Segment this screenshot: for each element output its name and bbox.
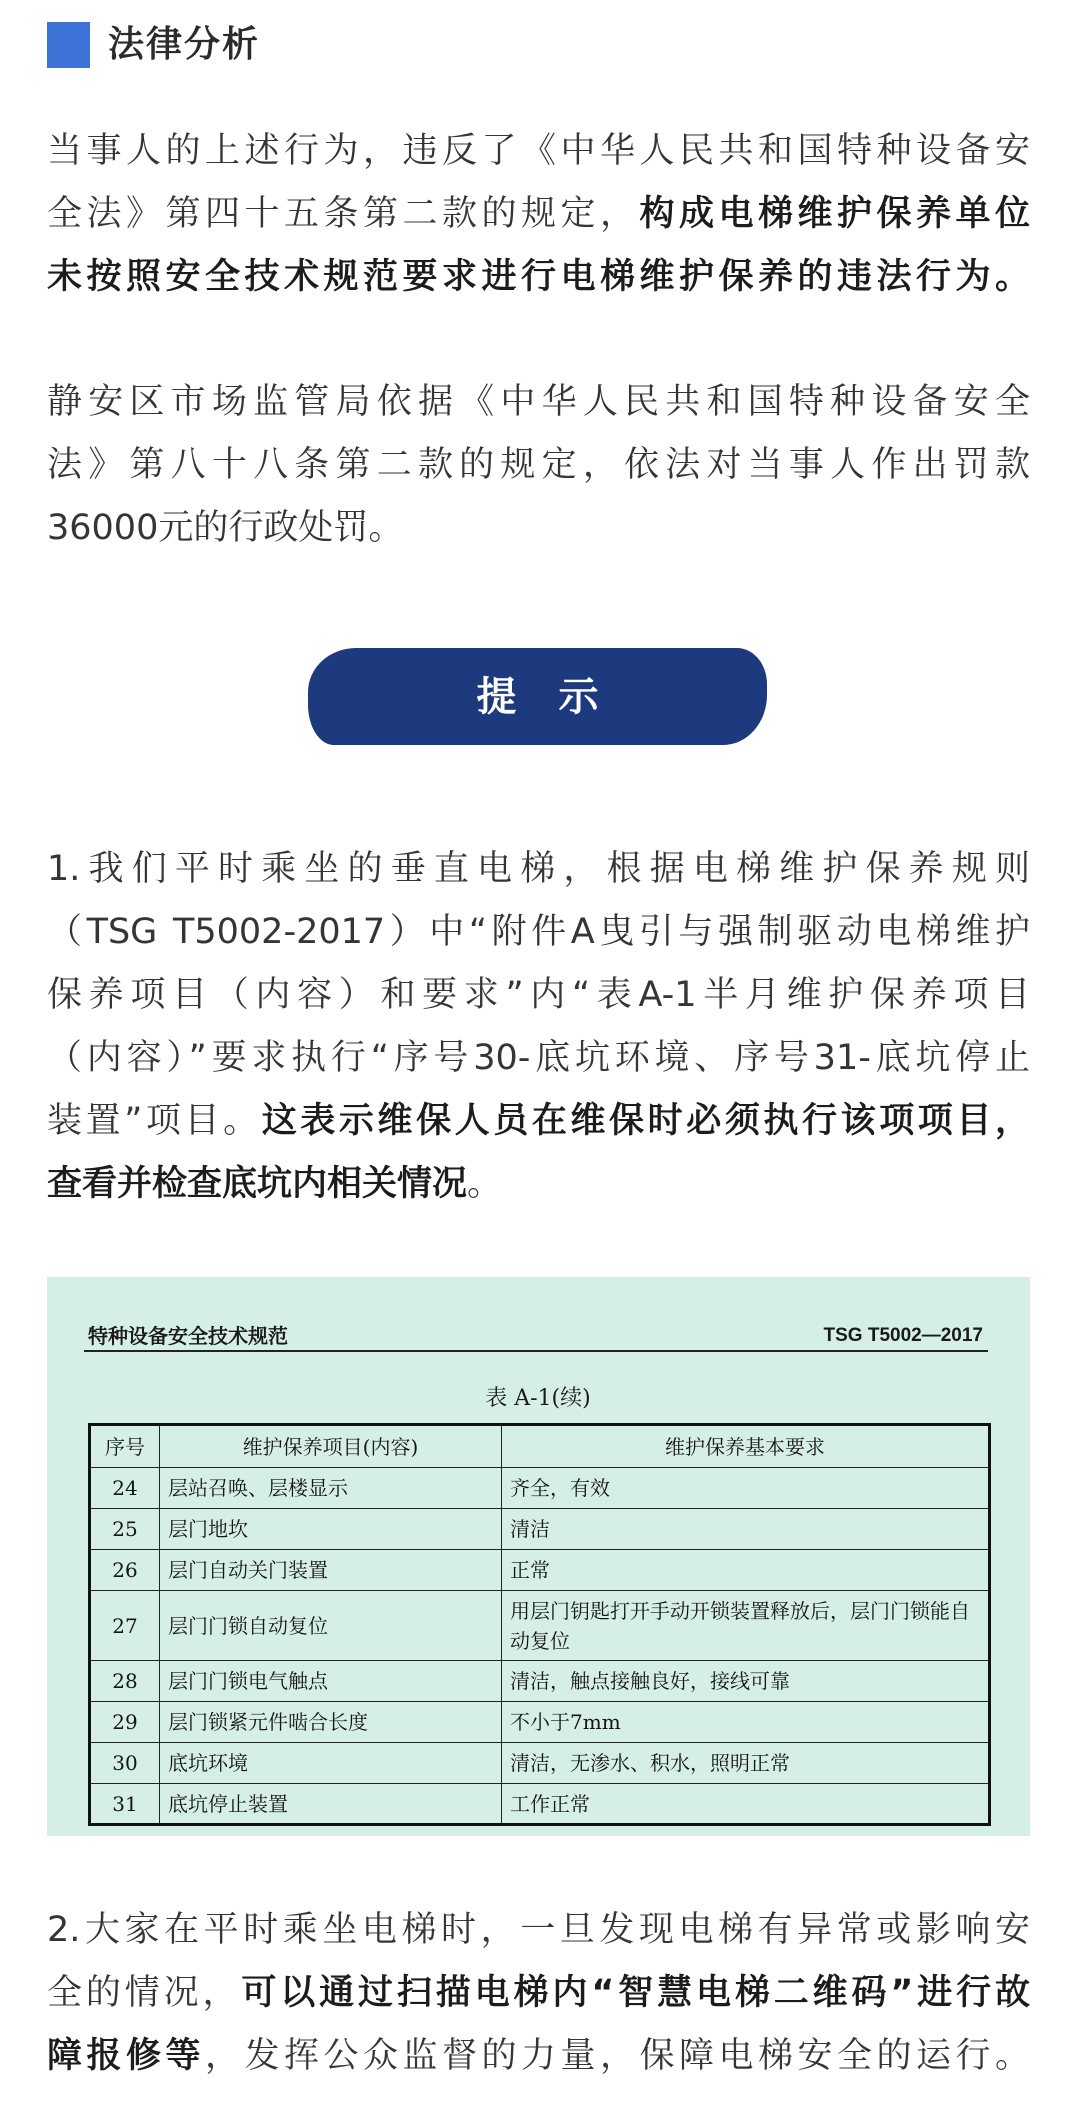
bold-text-segment: 查看并检查底坑内相关情况	[47, 1164, 468, 1204]
table-row	[90, 1661, 990, 1702]
row-number: 27	[90, 1591, 160, 1661]
text-segment: ，发挥公众监督的力量，保障电梯安全的运行。	[205, 2036, 1030, 2076]
row-number: 24	[90, 1468, 160, 1509]
text-segment: 保养项目（内容）和要求”内“表A-1半月维护保养项目	[47, 975, 1030, 1015]
row-requirement: 不小于7mm	[502, 1702, 990, 1743]
row-requirement: 清洁，无渗水、积水，照明正常	[502, 1743, 990, 1784]
text-segment: 36000元的行政处罚。	[47, 508, 404, 548]
table-row	[90, 1509, 990, 1550]
table-row	[90, 1468, 990, 1509]
document-excerpt-image	[47, 1277, 1030, 1836]
document-header-rule	[84, 1350, 988, 1352]
row-requirement: 齐全，有效	[502, 1468, 990, 1509]
paragraph-violation	[47, 120, 1030, 309]
row-item: 层门锁紧元件啮合长度	[160, 1702, 502, 1743]
paragraph-line	[47, 497, 1030, 560]
paragraph-line	[47, 371, 1030, 434]
table-header-row	[90, 1425, 990, 1468]
paragraph-line	[47, 1962, 1030, 2025]
text-segment: 。	[467, 1164, 503, 1204]
section-heading	[47, 22, 260, 68]
section-title: 法律分析	[108, 24, 261, 65]
paragraph-line	[47, 838, 1030, 901]
text-segment: 装置”项目。	[47, 1101, 262, 1141]
maintenance-table	[88, 1423, 991, 1826]
bold-text-segment: 这表示维保人员在维保时必须执行该项项目，	[261, 1101, 1030, 1141]
heading-marker-square	[47, 22, 90, 68]
table-row	[90, 1784, 990, 1825]
row-number: 28	[90, 1661, 160, 1702]
text-segment: （TSG T5002-2017）中“附件A曳引与强制驱动电梯维护	[47, 912, 1030, 952]
row-requirement: 清洁，触点接触良好，接线可靠	[502, 1661, 990, 1702]
text-segment: 全的情况，	[47, 1973, 242, 2013]
table-row	[90, 1743, 990, 1784]
row-item: 层门门锁电气触点	[160, 1661, 502, 1702]
row-number: 29	[90, 1702, 160, 1743]
row-number: 30	[90, 1743, 160, 1784]
table-row	[90, 1550, 990, 1591]
bold-text-segment: 障报修等	[47, 2036, 205, 2076]
paragraph-line	[47, 434, 1030, 497]
row-item: 层门门锁自动复位	[160, 1591, 502, 1661]
row-requirement: 工作正常	[502, 1784, 990, 1825]
paragraph-line	[47, 1090, 1030, 1153]
document-header-code: TSG T5002—2017	[823, 1325, 983, 1346]
text-segment: 全法》第四十五条第二款的规定，	[47, 194, 640, 234]
tip-banner	[308, 648, 767, 745]
row-item: 层门地坎	[160, 1509, 502, 1550]
text-segment: 法》第八十八条第二款的规定，依法对当事人作出罚款	[47, 445, 1030, 485]
paragraph-line	[47, 246, 1030, 309]
text-segment: （内容）”要求执行“序号30-底坑环境、序号31-底坑停止	[47, 1038, 1030, 1078]
paragraph-line	[47, 120, 1030, 183]
text-segment: 当事人的上述行为，违反了《中华人民共和国特种设备安	[47, 131, 1030, 171]
column-header-item: 维护保养项目(内容)	[160, 1425, 502, 1468]
paragraph-line	[47, 1153, 1030, 1216]
text-segment: 静安区市场监管局依据《中华人民共和国特种设备安全	[47, 382, 1030, 422]
row-item: 底坑环境	[160, 1743, 502, 1784]
column-header-requirement: 维护保养基本要求	[502, 1425, 990, 1468]
paragraph-line	[47, 1027, 1030, 1090]
paragraph-tip-2	[47, 1899, 1030, 2088]
table-row	[90, 1702, 990, 1743]
paragraph-penalty	[47, 371, 1030, 560]
row-number: 31	[90, 1784, 160, 1825]
document-header-title: 特种设备安全技术规范	[88, 1324, 288, 1348]
column-header-number: 序号	[90, 1425, 160, 1468]
row-requirement: 清洁	[502, 1509, 990, 1550]
tip-banner-label: 提 示	[476, 673, 613, 720]
table-caption: 表 A-1(续)	[485, 1386, 591, 1411]
bold-text-segment: 未按照安全技术规范要求进行电梯维护保养的违法行为。	[47, 257, 1030, 297]
paragraph-tip-1	[47, 838, 1030, 1216]
row-number: 26	[90, 1550, 160, 1591]
row-requirement: 用层门钥匙打开手动开锁装置释放后，层门门锁能自动复位	[502, 1591, 990, 1661]
paragraph-line	[47, 964, 1030, 1027]
row-item: 层站召唤、层楼显示	[160, 1468, 502, 1509]
text-segment: 2.大家在平时乘坐电梯时，一旦发现电梯有异常或影响安	[47, 1910, 1030, 1950]
paragraph-line	[47, 1899, 1030, 1962]
table-row	[90, 1591, 990, 1661]
row-number: 25	[90, 1509, 160, 1550]
text-segment: 1.我们平时乘坐的垂直电梯，根据电梯维护保养规则	[47, 849, 1030, 889]
paragraph-line	[47, 901, 1030, 964]
row-item: 底坑停止装置	[160, 1784, 502, 1825]
paragraph-line	[47, 183, 1030, 246]
row-item: 层门自动关门装置	[160, 1550, 502, 1591]
bold-text-segment: 构成电梯维护保养单位	[639, 194, 1030, 234]
row-requirement: 正常	[502, 1550, 990, 1591]
paragraph-line	[47, 2025, 1030, 2088]
bold-text-segment: 可以通过扫描电梯内“智慧电梯二维码”进行故	[241, 1973, 1030, 2013]
